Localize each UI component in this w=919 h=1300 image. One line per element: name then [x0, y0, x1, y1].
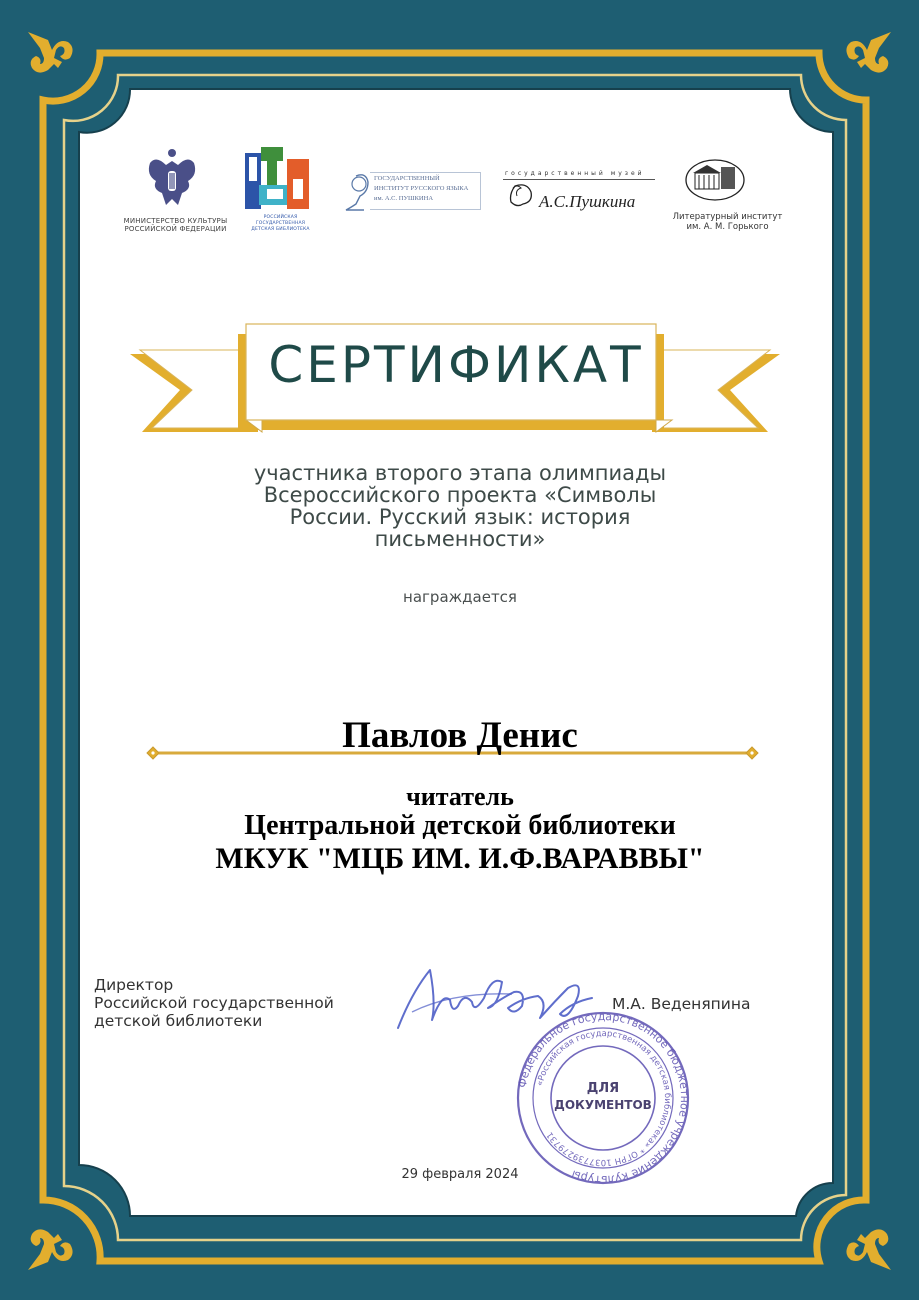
fleur-de-lis-icon [28, 1229, 73, 1270]
fleur-de-lis-icon [846, 32, 891, 73]
certificate-title: СЕРТИФИКАТ [268, 336, 644, 394]
logo-caption-line: РОССИЙСКОЙ ФЕДЕРАЦИИ [124, 225, 227, 233]
rgdb-logo-icon [243, 145, 315, 215]
recipient-line: МКУК "МЦБ ИМ. И.Ф.ВАРАВВЫ" [215, 842, 705, 875]
recipient-line: Центральной детской библиотеки [244, 810, 676, 841]
certificate-intro [200, 462, 720, 550]
intro-line: России. Русский язык: история [289, 505, 631, 529]
official-stamp [508, 1010, 698, 1185]
signer-title [94, 976, 334, 1030]
signer-title-line: детской библиотеки [94, 1012, 263, 1030]
awarded-label: награждается [403, 588, 517, 606]
institute-building-icon [685, 159, 745, 201]
issue-date: 29 февраля 2024 [401, 1167, 519, 1182]
recipient-name: Павлов Денис [342, 715, 578, 756]
pushkin-profile-icon [507, 182, 537, 212]
logo-pushkin-museum [503, 170, 658, 215]
signer-title-line: Директор [94, 976, 174, 994]
logo-caption-line: Литературный институт [672, 212, 783, 222]
signer-name: М.А. Веденяпина [612, 995, 751, 1013]
logo-caption-line: им. А.С. ПУШКИНА [374, 195, 434, 202]
intro-line: участника второго этапа олимпиады [253, 461, 667, 485]
recipient-details [150, 784, 770, 876]
handwritten-signature [392, 962, 607, 1032]
intro-line: письменности» [374, 527, 546, 551]
svg-text:«Российская государственная де: «Российская государственная детская библиотека» * ОГРН 1037739279731 [535, 1028, 673, 1168]
logo-rgdb [243, 145, 318, 230]
svg-text:ДЛЯ: ДЛЯ [586, 1081, 620, 1096]
logo-gorky-institute [665, 155, 790, 235]
logo-pushkin-institute [342, 170, 482, 212]
logo-caption-line: МИНИСТЕРСТВО КУЛЬТУРЫ [123, 217, 228, 225]
logo-ministry-culture [118, 145, 233, 235]
russian-eagle-emblem-icon [142, 145, 202, 215]
intro-line: Всероссийского проекта «Символы [263, 483, 657, 507]
svg-text:Федеральное государственное бю: Федеральное государственное бюджетное учреждение культуры [515, 1010, 692, 1185]
logo-caption-line: ГОСУДАРСТВЕННЫЙ [374, 175, 440, 182]
fleur-de-lis-icon [28, 32, 73, 73]
svg-text:ДОКУМЕНТОВ: ДОКУМЕНТОВ [554, 1098, 652, 1112]
logo-caption-line: ДЕТСКАЯ БИБЛИОТЕКА [251, 227, 310, 232]
logo-caption-line: им. А. М. Горького [686, 222, 769, 232]
logo-caption-line: ИНСТИТУТ РУССКОГО ЯЗЫКА [374, 185, 469, 192]
logo-caption-line: государственный музей [505, 170, 645, 177]
logo-caption-line: А.С.Пушкина [539, 192, 636, 211]
signer-title-line: Российской государственной [94, 994, 334, 1012]
fleur-de-lis-icon [846, 1229, 891, 1270]
recipient-line: читатель [406, 782, 514, 811]
pushkin-portrait-icon [342, 170, 372, 212]
logo-caption-line: РОССИЙСКАЯ ГОСУДАРСТВЕННАЯ [255, 215, 306, 226]
